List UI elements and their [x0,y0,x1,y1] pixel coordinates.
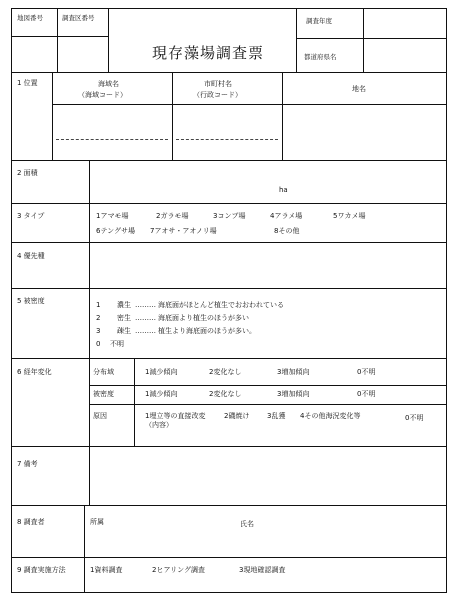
density-item-name: 濃生 [117,301,131,309]
type-option-5: 5ワカメ場 [333,212,366,220]
place-label: 地名 [352,85,366,93]
header-divider-3 [296,8,297,72]
density-item-num: 1 [96,301,101,309]
trend-cause-name: 原因 [93,412,107,420]
type-option-7: 7アオサ・アオノリ場 [150,227,217,235]
trend-cause-option: 0不明 [405,414,424,422]
sea-area-code-label: （海域コード） [78,91,127,99]
method-label: 9 調査実施方法 [17,566,66,574]
section-2-bottom [11,203,447,204]
position-dashed-line-1 [56,139,168,140]
section-1-bottom [11,160,447,161]
density-label: 5 被密度 [17,297,45,305]
density-item-name: 疎生 [117,327,131,335]
trend-row-name: 被密度 [93,390,114,398]
prefecture-label: 都道府県名 [304,53,337,61]
trend-row-line-1 [89,385,447,386]
density-item-num: 0 [96,340,101,348]
section-4-bottom [11,288,447,289]
outer-bottom-border [11,592,447,593]
type-option-8: 8その他 [274,227,300,235]
position-divider-2 [282,72,283,160]
area-unit: ha [279,186,288,194]
position-header-line [52,104,447,105]
trend-option: 3増加傾向 [277,390,310,398]
priority-label: 4 優先種 [17,252,45,260]
method-option: 2ヒアリング調査 [152,566,206,574]
density-item-desc: 海底面より植生のほうが多い [158,314,249,322]
trend-cause-option: 3乱獲 [267,412,286,420]
density-item-name: 不明 [110,340,124,348]
section-8-bottom [11,557,447,558]
affiliation-label: 所属 [90,518,104,526]
header-divider-4 [363,8,364,72]
remarks-label: 7 備考 [17,460,38,468]
section-7-bottom [11,505,447,506]
trend-option: 0不明 [357,390,376,398]
method-option: 1資料調査 [90,566,123,574]
form-title: 現存藻場調査票 [152,44,265,62]
header-right-mid-line [296,38,447,39]
surveyor-name-label: 氏名 [240,520,254,528]
position-label: 1 位置 [17,79,38,87]
trend-option: 1減少傾向 [145,390,178,398]
type-option-6: 6テングサ場 [96,227,135,235]
section-6-bottom [11,446,447,447]
position-divider-1 [172,72,173,160]
trend-option: 2変化なし [209,368,242,376]
trend-option: 0不明 [357,368,376,376]
density-item-leader: ……… [135,301,156,309]
trend-row-line-2 [89,404,447,405]
density-item-num: 3 [96,327,101,335]
surveyor-label: 8 調査者 [17,518,45,526]
section-5-bottom [11,358,447,359]
survey-area-number-label: 調査区番号 [62,14,95,22]
density-item-num: 2 [96,314,101,322]
label-column-line-3 [84,505,85,593]
type-option-4: 4アラメ場 [270,212,303,220]
type-option-3: 3コンブ場 [213,212,246,220]
trend-cause-option: 4その他海況変化等 [300,412,361,420]
trend-option: 1減少傾向 [145,368,178,376]
trend-cause-option: 2磯焼け [224,412,250,420]
outer-top-border [11,8,447,9]
type-option-1: 1アマモ場 [96,212,129,220]
municipality-label: 市町村名 [204,80,232,88]
density-item-desc: 植生より海底面のほうが多い。 [158,327,256,335]
header-mid-line [11,36,108,37]
sea-area-label: 海域名 [98,80,119,88]
density-item-leader: ……… [135,327,156,335]
area-label: 2 面積 [17,169,38,177]
trend-label: 6 経年変化 [17,368,52,376]
method-option: 3現地確認調査 [239,566,286,574]
trend-cause-option: 1埋立等の直接改変 [145,412,206,420]
survey-year-label: 調査年度 [306,17,332,25]
map-number-label: 地図番号 [17,14,43,22]
trend-option: 3増加傾向 [277,368,310,376]
label-column-line-1 [52,72,53,160]
section-3-bottom [11,242,447,243]
trend-option: 2変化なし [209,390,242,398]
header-divider-1 [57,8,58,72]
header-divider-2 [108,8,109,72]
position-dashed-line-2 [176,139,278,140]
type-label: 3 タイプ [17,212,45,220]
density-item-name: 密生 [117,314,131,322]
header-bottom-line [11,72,447,73]
trend-cause-sub: （内容） [145,421,173,429]
trend-row-name: 分布域 [93,368,114,376]
trend-name-column [134,358,135,446]
admin-code-label: （行政コード） [193,91,242,99]
density-item-desc: 海底面がほとんど植生でおおわれている [158,301,284,309]
type-option-2: 2ガラモ場 [156,212,189,220]
label-column-line-2 [89,160,90,505]
density-item-leader: ……… [135,314,156,322]
